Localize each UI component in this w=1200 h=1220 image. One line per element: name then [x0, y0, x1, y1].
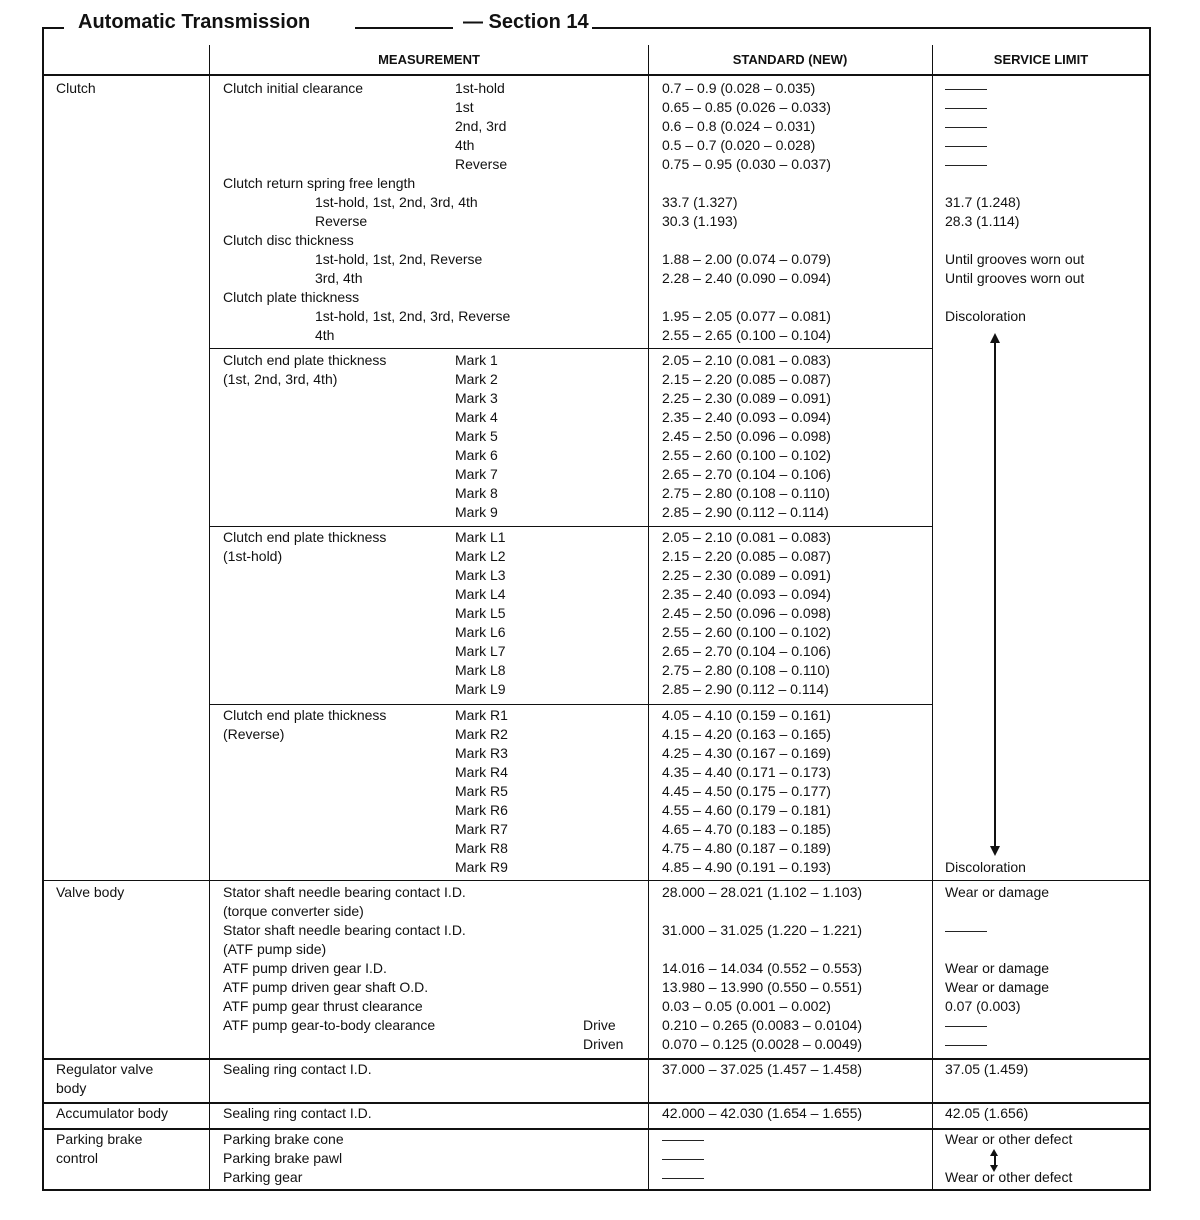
standard-value: 37.000 – 37.025 (1.457 – 1.458)	[662, 1061, 863, 1077]
service-limit-value: ———	[945, 80, 987, 96]
section-divider	[42, 1102, 1150, 1104]
row-category: control	[56, 1150, 99, 1166]
measurement-variant: Mark R5	[455, 783, 508, 799]
standard-value: 0.5 – 0.7 (0.020 – 0.028)	[662, 137, 816, 153]
standard-value: 4.65 – 4.70 (0.183 – 0.185)	[662, 821, 831, 837]
measurement-label: Clutch initial clearance	[223, 80, 364, 96]
standard-value: 28.000 – 28.021 (1.102 – 1.103)	[662, 884, 863, 900]
standard-value: 31.000 – 31.025 (1.220 – 1.221)	[662, 922, 863, 938]
service-limit-value: Until grooves worn out	[945, 251, 1085, 267]
measurement-variant: Mark 9	[455, 504, 498, 520]
standard-value: ———	[662, 1169, 704, 1185]
standard-value: 2.55 – 2.60 (0.100 – 0.102)	[662, 624, 831, 640]
measurement-label: Stator shaft needle bearing contact I.D.	[223, 884, 466, 900]
standard-value: 14.016 – 14.034 (0.552 – 0.553)	[662, 960, 863, 976]
standard-value: 1.88 – 2.00 (0.074 – 0.079)	[662, 251, 831, 267]
measurement-variant: 4th	[455, 137, 475, 153]
measurement-variant: Mark 8	[455, 485, 498, 501]
standard-value: 42.000 – 42.030 (1.654 – 1.655)	[662, 1105, 863, 1121]
measurement-variant: 1st-hold	[455, 80, 505, 96]
measurement-variant: Mark 4	[455, 409, 498, 425]
header-service-limit: SERVICE LIMIT	[993, 52, 1089, 67]
measurement-label: Parking brake cone	[223, 1131, 344, 1147]
standard-value: 13.980 – 13.990 (0.550 – 0.551)	[662, 979, 863, 995]
measurement-label: ATF pump gear-to-body clearance	[223, 1017, 436, 1033]
measurement-variant: Mark 2	[455, 371, 498, 387]
row-category: Parking brake	[56, 1131, 143, 1147]
measurement-variant: Mark 3	[455, 390, 498, 406]
gear-type: Driven	[583, 1036, 624, 1052]
service-limit-value: ———	[945, 922, 987, 938]
standard-value: 30.3 (1.193)	[662, 213, 738, 229]
standard-value: 1.95 – 2.05 (0.077 – 0.081)	[662, 308, 831, 324]
measurement-variant: 1st-hold, 1st, 2nd, 3rd, 4th	[315, 194, 478, 210]
standard-value: 2.05 – 2.10 (0.081 – 0.083)	[662, 529, 831, 545]
measurement-label: (ATF pump side)	[223, 941, 327, 957]
measurement-variant: 3rd, 4th	[315, 270, 363, 286]
measurement-label: Stator shaft needle bearing contact I.D.	[223, 922, 466, 938]
section-divider	[42, 1058, 1150, 1060]
col-divider-2	[648, 45, 649, 1191]
standard-value: ———	[662, 1131, 704, 1147]
row-category: Valve body	[56, 884, 125, 900]
service-limit-value: ———	[945, 137, 987, 153]
measurement-label: (torque converter side)	[223, 903, 364, 919]
subgroup-divider	[210, 348, 932, 349]
measurement-label: Parking gear	[223, 1169, 303, 1185]
measurement-variant: Reverse	[315, 213, 368, 229]
measurement-variant: Mark 1	[455, 352, 498, 368]
measurement-variant: 1st-hold, 1st, 2nd, Reverse	[315, 251, 483, 267]
standard-value: 2.28 – 2.40 (0.090 – 0.094)	[662, 270, 831, 286]
col-divider-3	[932, 45, 933, 1191]
measurement-variant: Mark 6	[455, 447, 498, 463]
service-limit-value: ———	[945, 99, 987, 115]
standard-value: 0.03 – 0.05 (0.001 – 0.002)	[662, 998, 831, 1014]
service-limit-value: Until grooves worn out	[945, 270, 1085, 286]
section-title: Automatic Transmission	[78, 11, 311, 33]
service-limit-value: 31.7 (1.248)	[945, 194, 1021, 210]
frame-top-left	[42, 27, 64, 29]
standard-value: 2.15 – 2.20 (0.085 – 0.087)	[662, 548, 831, 564]
standard-value: 0.210 – 0.265 (0.0083 – 0.0104)	[662, 1017, 863, 1033]
measurement-variant: 2nd, 3rd	[455, 118, 507, 134]
standard-value: 2.35 – 2.40 (0.093 – 0.094)	[662, 586, 831, 602]
service-limit-value: Wear or damage	[945, 960, 1050, 976]
measurement-label: Parking brake pawl	[223, 1150, 343, 1166]
gear-type: Drive	[583, 1017, 616, 1033]
measurement-variant: Mark L8	[455, 662, 506, 678]
header-standard: STANDARD (NEW)	[732, 52, 848, 67]
measurement-variant: 1st	[455, 99, 474, 115]
standard-value: 4.05 – 4.10 (0.159 – 0.161)	[662, 707, 831, 723]
measurement-variant: Mark L5	[455, 605, 506, 621]
standard-value: 0.65 – 0.85 (0.026 – 0.033)	[662, 99, 831, 115]
standard-value: 2.45 – 2.50 (0.096 – 0.098)	[662, 605, 831, 621]
section-number: — Section 14	[463, 11, 589, 33]
service-limit-value: Wear or other defect	[945, 1131, 1073, 1147]
standard-value: 2.85 – 2.90 (0.112 – 0.114)	[662, 504, 829, 520]
standard-value: 2.55 – 2.60 (0.100 – 0.102)	[662, 447, 831, 463]
measurement-variant: Mark L2	[455, 548, 506, 564]
service-limit-value: ———	[945, 118, 987, 134]
service-limit-value: ———	[945, 1036, 987, 1052]
row-category: Clutch	[56, 80, 96, 96]
measurement-variant: Mark L4	[455, 586, 506, 602]
measurement-label: Clutch return spring free length	[223, 175, 416, 191]
frame-right	[1149, 27, 1151, 1191]
service-limit-value: 28.3 (1.114)	[945, 213, 1020, 229]
service-limit-value: Wear or other defect	[945, 1169, 1073, 1185]
service-limit-value: ———	[945, 156, 987, 172]
measurement-label: Clutch end plate thickness	[223, 529, 387, 545]
measurement-variant: Mark R2	[455, 726, 508, 742]
standard-value: 4.75 – 4.80 (0.187 – 0.189)	[662, 840, 831, 856]
service-limit-value: Wear or damage	[945, 884, 1050, 900]
standard-value: 2.05 – 2.10 (0.081 – 0.083)	[662, 352, 831, 368]
service-limit-value: ———	[945, 1017, 987, 1033]
standard-value: 4.55 – 4.60 (0.179 – 0.181)	[662, 802, 831, 818]
standard-value: 4.85 – 4.90 (0.191 – 0.193)	[662, 859, 831, 875]
measurement-label: Clutch disc thickness	[223, 232, 354, 248]
measurement-label: (Reverse)	[223, 726, 285, 742]
measurement-label: (1st-hold)	[223, 548, 283, 564]
measurement-variant: Mark 5	[455, 428, 498, 444]
measurement-label: ATF pump driven gear I.D.	[223, 960, 387, 976]
section-divider	[42, 1128, 1150, 1130]
measurement-variant: Mark L6	[455, 624, 506, 640]
section-divider	[42, 880, 1150, 881]
service-limit-value: Wear or damage	[945, 979, 1050, 995]
measurement-variant: Mark R1	[455, 707, 508, 723]
frame-left	[42, 27, 44, 1191]
row-category: body	[56, 1080, 87, 1096]
header-measurement: MEASUREMENT	[378, 52, 480, 67]
measurement-variant: Mark L9	[455, 681, 506, 697]
standard-value: 2.25 – 2.30 (0.089 – 0.091)	[662, 567, 831, 583]
standard-value: 4.25 – 4.30 (0.167 – 0.169)	[662, 745, 831, 761]
standard-value: 2.75 – 2.80 (0.108 – 0.110)	[662, 662, 830, 678]
subgroup-divider	[210, 704, 932, 705]
measurement-label: Clutch end plate thickness	[223, 352, 387, 368]
standard-value: 0.6 – 0.8 (0.024 – 0.031)	[662, 118, 816, 134]
standard-value: ———	[662, 1150, 704, 1166]
row-category: Regulator valve	[56, 1061, 154, 1077]
service-limit-value: 42.05 (1.656)	[945, 1105, 1029, 1121]
measurement-variant: Mark L1	[455, 529, 506, 545]
measurement-variant: Mark R8	[455, 840, 508, 856]
frame-top-mid	[355, 27, 453, 29]
standard-value: 2.65 – 2.70 (0.104 – 0.106)	[662, 466, 831, 482]
measurement-variant: Mark 7	[455, 466, 498, 482]
measurement-variant: Mark R4	[455, 764, 508, 780]
standard-value: 2.35 – 2.40 (0.093 – 0.094)	[662, 409, 831, 425]
measurement-variant: Mark R9	[455, 859, 508, 875]
service-limit-value: Discoloration	[945, 859, 1026, 875]
standard-value: 2.75 – 2.80 (0.108 – 0.110)	[662, 485, 830, 501]
row-category: Accumulator body	[56, 1105, 169, 1121]
frame-bottom	[42, 1189, 1150, 1191]
measurement-variant: Mark R6	[455, 802, 508, 818]
service-limit-value: 37.05 (1.459)	[945, 1061, 1029, 1077]
standard-value: 4.45 – 4.50 (0.175 – 0.177)	[662, 783, 831, 799]
standard-value: 2.15 – 2.20 (0.085 – 0.087)	[662, 371, 831, 387]
standard-value: 2.25 – 2.30 (0.089 – 0.091)	[662, 390, 831, 406]
standard-value: 0.7 – 0.9 (0.028 – 0.035)	[662, 80, 816, 96]
measurement-label: Clutch end plate thickness	[223, 707, 387, 723]
standard-value: 2.65 – 2.70 (0.104 – 0.106)	[662, 643, 831, 659]
measurement-variant: Mark R7	[455, 821, 508, 837]
service-limit-value: Discoloration	[945, 308, 1026, 324]
service-limit-value: 0.07 (0.003)	[945, 998, 1021, 1014]
standard-value: 4.15 – 4.20 (0.163 – 0.165)	[662, 726, 831, 742]
measurement-variant: Mark L3	[455, 567, 506, 583]
measurement-variant: Mark L7	[455, 643, 506, 659]
standard-value: 2.55 – 2.65 (0.100 – 0.104)	[662, 327, 831, 343]
standard-value: 33.7 (1.327)	[662, 194, 738, 210]
measurement-label: ATF pump gear thrust clearance	[223, 998, 423, 1014]
standard-value: 2.45 – 2.50 (0.096 – 0.098)	[662, 428, 831, 444]
frame-top-right	[592, 27, 1150, 29]
measurement-variant: 1st-hold, 1st, 2nd, 3rd, Reverse	[315, 308, 511, 324]
measurement-variant: Reverse	[455, 156, 508, 172]
measurement-variant: Mark R3	[455, 745, 508, 761]
subgroup-divider	[210, 526, 932, 527]
standard-value: 2.85 – 2.90 (0.112 – 0.114)	[662, 681, 829, 697]
standard-value: 0.070 – 0.125 (0.0028 – 0.0049)	[662, 1036, 863, 1052]
measurement-label: (1st, 2nd, 3rd, 4th)	[223, 371, 338, 387]
standard-value: 4.35 – 4.40 (0.171 – 0.173)	[662, 764, 831, 780]
measurement-label: Sealing ring contact I.D.	[223, 1105, 372, 1121]
measurement-variant: 4th	[315, 327, 335, 343]
col-divider-1	[209, 45, 210, 1191]
standard-value: 0.75 – 0.95 (0.030 – 0.037)	[662, 156, 831, 172]
measurement-label: Clutch plate thickness	[223, 289, 360, 305]
measurement-label: Sealing ring contact I.D.	[223, 1061, 372, 1077]
measurement-label: ATF pump driven gear shaft O.D.	[223, 979, 429, 995]
